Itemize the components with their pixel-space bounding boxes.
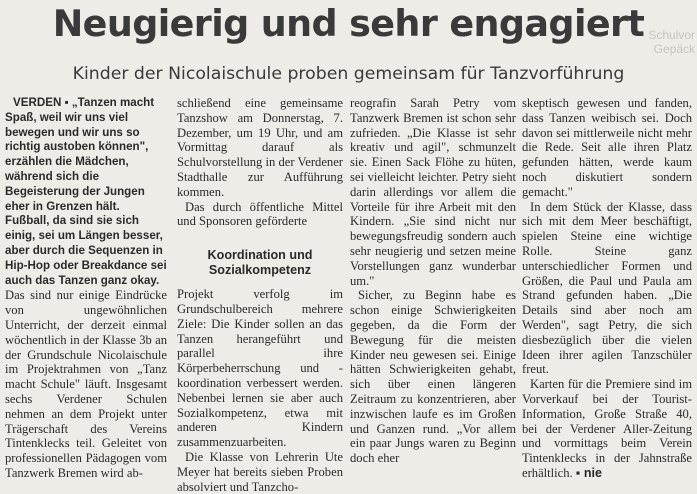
article-column-1 xyxy=(5,96,167,480)
paragraph xyxy=(522,377,692,481)
article-lead: VERDEN ▪ „Tanzen macht Spaß, weil wir uns viel bewegen und wir uns so richtig austoben können", erzählen die Mädchen, während sich die Begeisterung der Jungen eher in Grenzen hält. Fußball, da sind sie sich einig, sei um Längen besser, aber durch die Sequenzen in Hip-Hop oder Breakdance sei auch das Tanzen ganz okay. xyxy=(5,96,167,287)
paragraph: Projekt verfolg im Grundschulbereich mehrere Ziele: Die Kinder sollen an das Tanzen herangeführt und parallel ihre Körperbeherrschung und -koordination verbessert werden. Nebenbei lernen sie aber auch Sozialkompetenz, etwa mit anderen Kindern zusammenzuarbeiten. xyxy=(177,287,343,450)
paragraph: schließend eine gemeinsame Tanzshow am Donnerstag, 7. Dezember, um 19 Uhr, und am Vormittag darauf als Schulvorstellung in der Verdener Stadthalle zur Aufführung kommen. xyxy=(177,96,343,199)
paragraph: reografin Sarah Petry vom Tanzwerk Bremen ist schon sehr zufrieden. „Die Klasse ist sehr kreativ und agil", schmunzelt sie. Einen Sack Flöhe zu hüten, sei vielleicht leichter. Petry sieht darin allerdings vor allem die Vorteile für ihre Arbeit mit den Kindern. „Sie sind nicht nur bewegungsfreudig sondern auch sehr neugierig und setzen meine Vorstellungen ganz wunderbar um." xyxy=(350,96,516,288)
section-subheading: Koordination und Sozialkompetenz xyxy=(207,248,313,278)
article-column-4 xyxy=(522,96,692,480)
article-headline: Neugierig und sehr engagiert xyxy=(52,2,645,45)
article-subheadline: Kinder der Nicolaischule proben gemeinsam für Tanzvorführung xyxy=(72,64,625,84)
article-column-3 xyxy=(350,96,516,466)
paragraph-text: Karten für die Premiere sind im Vorverkauf bei der Tourist-Information, Große Straße 40, bei der Verdener Aller-Zeitung und vormittags beim Verein Tintenklecks in der Jahnstraße erhältlich. xyxy=(522,377,692,480)
article-column-2 xyxy=(177,96,343,494)
paragraph: Die Klasse von Lehrerin Ute Meyer hat bereits sieben Proben absolviert und Tanzcho- xyxy=(177,449,343,494)
paragraph: Das durch öffentliche Mittel und Sponsoren geförderte xyxy=(177,199,343,229)
paragraph: skeptisch gewesen und fanden, dass Tanzen weibisch sei. Doch davon sei mittlerweile nicht mehr die Rede. Seit alle ihren Platz gefunden hätten, werde kaum noch diskutiert sondern gemacht." xyxy=(522,96,692,199)
paragraph: Sicher, zu Beginn habe es schon einige Schwierigkeiten gegeben, da die Form der Bewegung für die meisten Kinder neu gewesen sei. Einige hätten Schwierigkeiten gehabt, sich über einen längeren Zeitraum zu konzentrieren, aber inzwischen laufe es im Großen und Ganzen rund. „Vor allem ein paar Jungs waren zu Beginn doch eher xyxy=(350,288,516,466)
paragraph: Das sind nur einige Eindrücke von ungewöhnlichen Unterricht, der derzeit einmal wöchentlich in der Klasse 3b an der Grundschule Nicolaischule im Projektrahmen von „Tanz macht Schule" läuft. Insgesamt sechs Verdener Schulen nehmen an dem Projekt unter Trägerschaft des Vereins Tintenklecks teil. Geleitet von professionellen Pädagogen vom Tanzwerk Bremen wird ab- xyxy=(5,288,167,480)
bleed-through-text: Schulvor Gepäck xyxy=(648,28,695,56)
author-signature: ▪ nie xyxy=(575,465,603,480)
paragraph: In dem Stück der Klasse, dass sich mit dem Meer beschäftigt, spielen Steine eine wichtige Rolle. Steine ganz unterschiedlicher Formen und Größen, die Paul und Paula am Strand gefunden haben. „Die Details sind aber noch am Werden", sagt Petry, die sich diesbezüglich über die vielen Ideen ihrer agilen Tanzschüler freut. xyxy=(522,199,692,377)
